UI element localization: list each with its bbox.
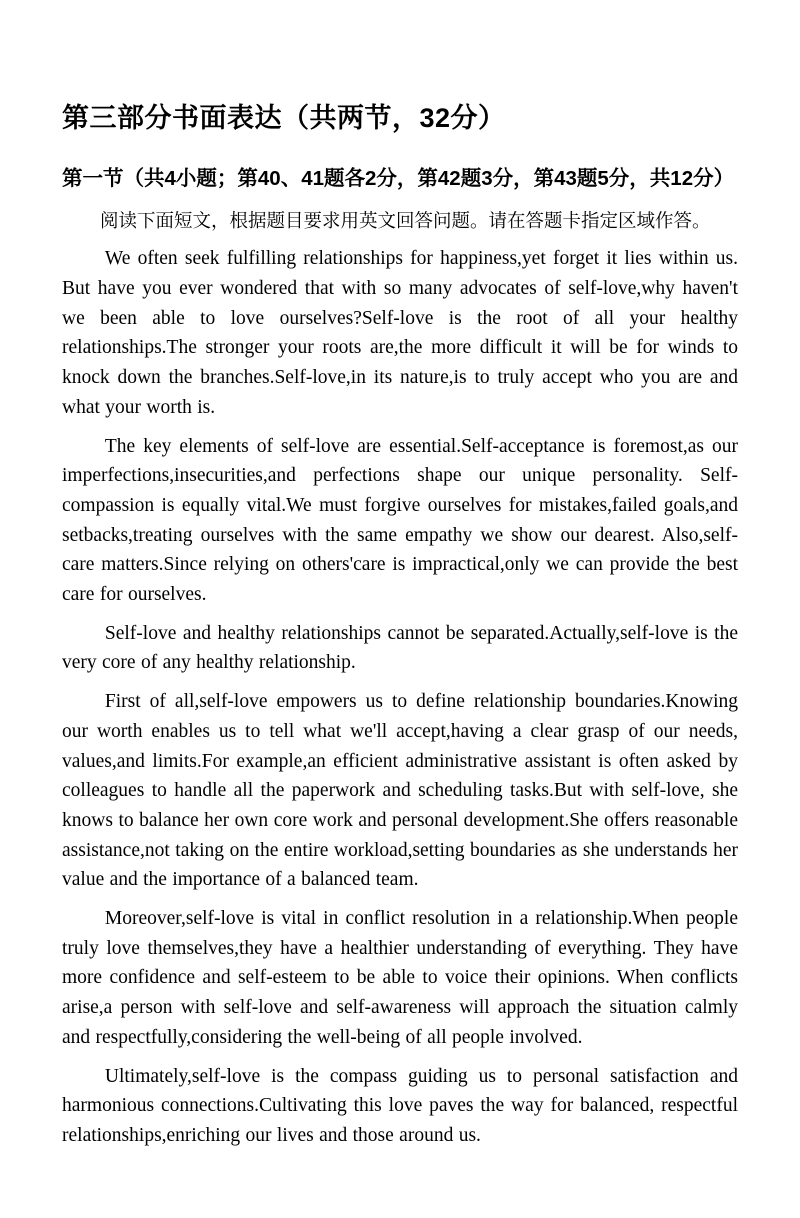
paragraph-3: Self-love and healthy relationships cannot be separated.Actually,self-love is the very core of any healthy relationship. <box>62 622 738 674</box>
section-heading: 第三部分书面表达（共两节，32分） <box>62 103 506 133</box>
paragraph-5: Moreover,self-love is vital in conflict resolution in a relationship.When people truly love themselves,they have a healthier understanding of everything. They have more confidence and self-esteem to be able to voice their opinions. When conflicts arise,a person with self-love and self-awareness will approach the situation calmly and respectfully,considering the well-being of all people involved. <box>62 908 738 1048</box>
instruction-text: 阅读下面短文，根据题目要求用英文回答问题。请在答题卡指定区域作答。 <box>100 210 711 232</box>
paragraph-4: First of all,self-love empowers us to define relationship boundaries.Knowing our worth enables us to tell what we'll accept,having a clear grasp of our needs, values,and limits.For example,an efficient administrative assistant is often asked by colleagues to handle all the paperwork and scheduling tasks.But with self-love, she knows to balance her own core work and personal development.She offers reasonable assistance,not taking on the entire workload,setting boundaries as she understands her value and the importance of a balanced team. <box>62 691 738 891</box>
paragraph-1: We often seek fulfilling relationships for happiness,yet forget it lies within us. But have you ever wondered that with so many advocates of self-love,why haven't we been able to love ourselves?Self-love is the root of all your healthy relationships.The stronger your roots are,the more difficult it will be for winds to knock down the branches.Self-love,in its nature,is to truly accept who you are and what your worth is. <box>62 248 738 418</box>
subsection-heading: 第一节（共4小题；第40、41题各2分，第42题3分，第43题5分，共12分） <box>62 166 735 190</box>
paragraph-2: The key elements of self-love are essential.Self-acceptance is foremost,as our imperfections,insecurities,and perfections shape our unique personality. Self-compassion is equally vital.We must forgive ourselves for mistakes,failed goals,and setbacks,treating ourselves with the same empathy we show our dearest. Also,self-care matters.Since relying on others'care is impractical,only we can provide the best care for ourselves. <box>62 435 738 606</box>
paragraph-6: Ultimately,self-love is the compass guiding us to personal satisfaction and harmonious connections.Cultivating this love paves the way for balanced, respectful relationships,enriching our lives and those around us. <box>62 1065 738 1146</box>
